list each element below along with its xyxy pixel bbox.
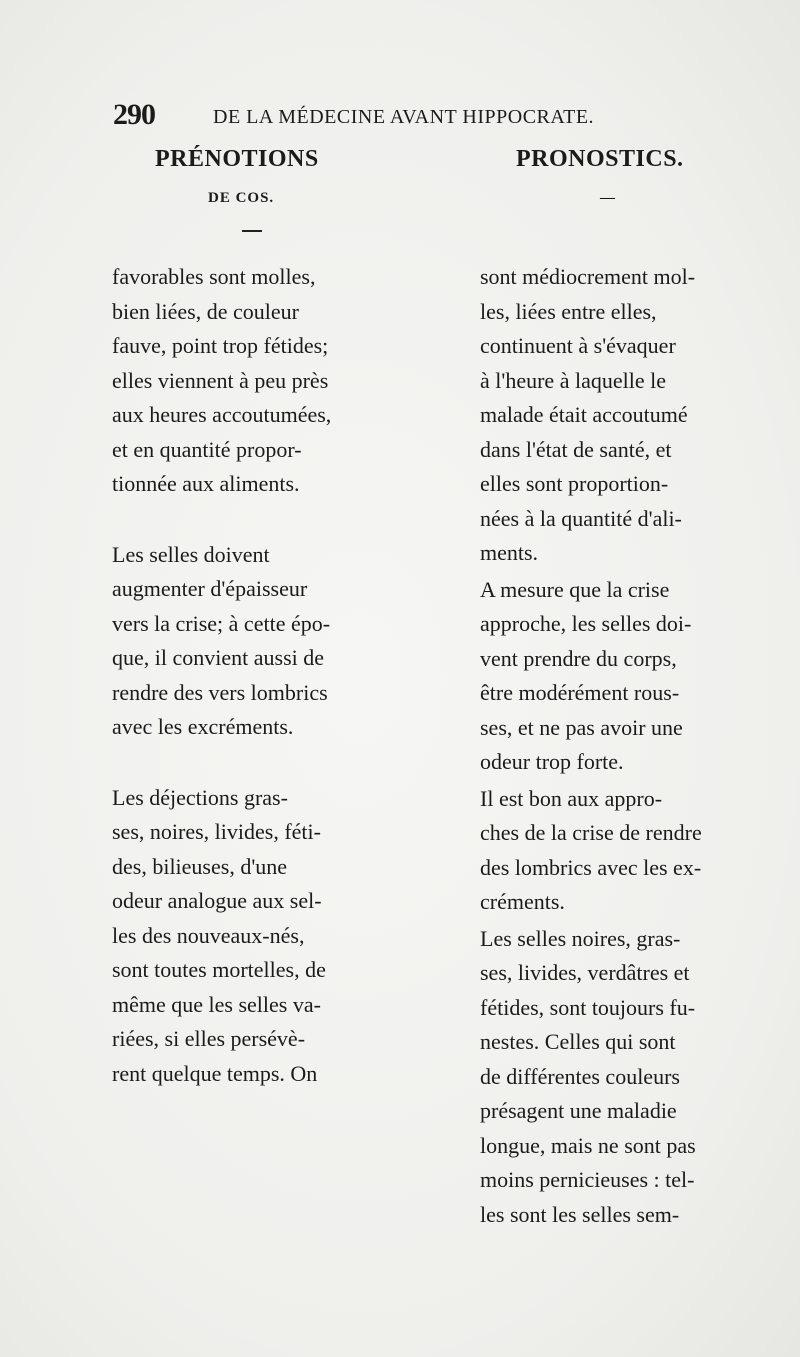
right-paragraph: Il est bon aux appro- ches de la crise de rendre des lombrics avec les ex- créments. bbox=[480, 785, 702, 914]
left-column-subheading: DE COS. bbox=[208, 190, 275, 206]
right-column-subheading: — bbox=[600, 190, 616, 206]
right-paragraph: sont médiocrement mol- les, liées entre elles, continuent à s'évaquer à l'heure à laquelle le malade était accoutumé dans l'état de santé, et elles sont proportion- nées à la quantité d'ali- ments. bbox=[480, 264, 696, 565]
right-paragraph: A mesure que la crise approche, les selles doi- vent prendre du corps, être modérément rous- ses, et ne pas avoir une odeur trop forte. bbox=[480, 576, 692, 774]
left-paragraph: Les déjections gras- ses, noires, livides, féti- des, bilieuses, d'une odeur analogue aux sel- les des nouveaux-nés, sont toutes mortelles, de même que les selles va- riées, si elles persévè- rent quelque temps. On bbox=[112, 784, 326, 1086]
heading-rule bbox=[242, 230, 262, 232]
left-column bbox=[112, 260, 364, 1091]
right-column bbox=[480, 260, 736, 1232]
running-title: DE LA MÉDECINE AVANT HIPPOCRATE. bbox=[213, 106, 595, 128]
page-number: 290 bbox=[113, 98, 155, 131]
left-paragraph: Les selles doivent augmenter d'épaisseur vers la crise; à cette épo- que, il convient aussi de rendre des vers lombrics avec les excréments. bbox=[112, 541, 331, 739]
page-header bbox=[113, 98, 670, 138]
right-column-heading: PRONOSTICS. bbox=[516, 146, 684, 172]
left-paragraph: favorables sont molles, bien liées, de couleur fauve, point trop fétides; elles viennent à peu près aux heures accoutumées, et en quantité propor- tionnée aux aliments. bbox=[112, 264, 332, 496]
left-column-heading: PRÉNOTIONS bbox=[155, 146, 319, 172]
right-paragraph: Les selles noires, gras- ses, livides, verdâtres et fétides, sont toujours fu- nestes. Celles qui sont de différentes couleurs présagent une maladie longue, mais ne sont pas moins pernicieuses : tel- les sont les selles sem- bbox=[480, 925, 696, 1227]
